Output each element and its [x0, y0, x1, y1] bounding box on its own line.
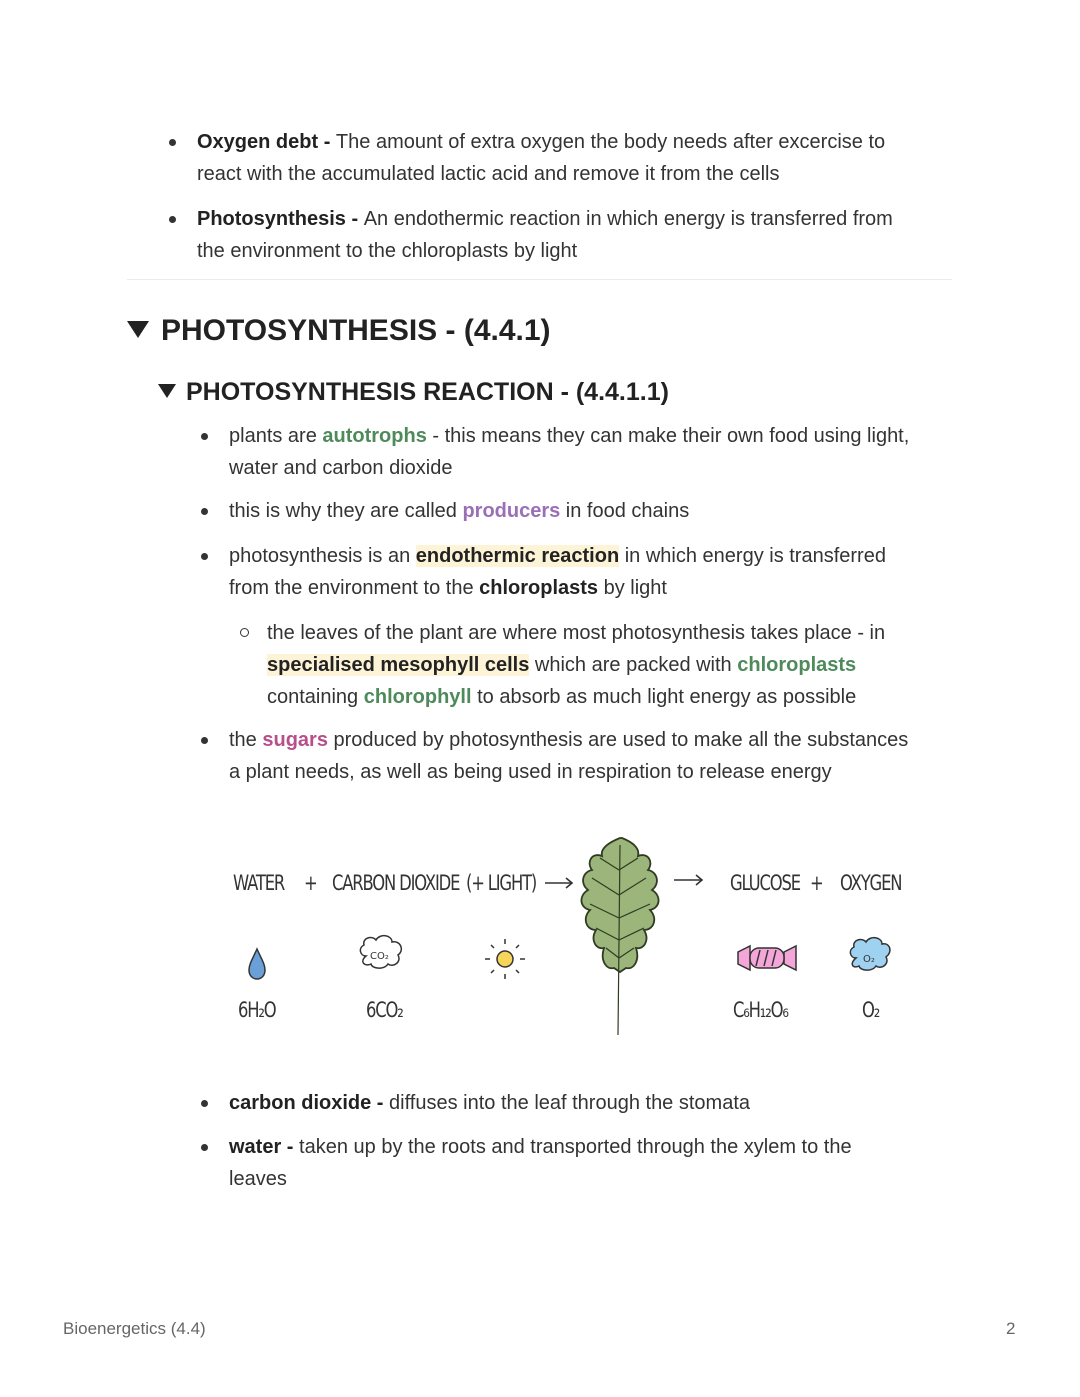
page-number: 2	[1006, 1319, 1016, 1338]
list-item: the sugars produced by photosynthesis are used to make all the substances a plant needs, as well as being used in respiration to release energy	[229, 724, 908, 788]
sub-list-item: the leaves of the plant are where most photosynthesis takes place - in specialised mesophyll cells which are packed with chloroplasts containing chlorophyll to absorb as much light energy as possible	[267, 617, 885, 713]
definition-separator: -	[318, 131, 336, 153]
arrow-right-icon	[674, 875, 702, 885]
definition-text: The amount of extra oxygen the body needs after excercise to	[335, 131, 886, 153]
co2-cloud-label: CO₂	[370, 951, 389, 962]
label-carbon-dioxide: CARBON DIOXIDE	[332, 871, 460, 895]
definition-text: react with the accumulated lactic acid and remove it from the cells	[197, 163, 780, 185]
keyword-endothermic: endothermic reaction	[415, 545, 620, 567]
o2-cloud-icon	[850, 938, 890, 970]
keyword-chloroplasts: chloroplasts	[479, 577, 599, 599]
list-item: photosynthesis is an endothermic reaction in which energy is transferred from the environment to the chloroplasts by light	[229, 540, 886, 604]
definition-text: the environment to the chloroplasts by light	[197, 240, 578, 262]
water-drop-icon	[249, 949, 265, 979]
list-item: this is why they are called producers in food chains	[229, 495, 689, 527]
plus-sign: +	[810, 871, 823, 895]
definition-separator: -	[345, 208, 364, 230]
subsection-title: PHOTOSYNTHESIS REACTION - (4.4.1.1)	[186, 378, 669, 406]
leaf-icon	[581, 838, 658, 1035]
definition-term: Oxygen debt	[197, 131, 319, 153]
o2-cloud-label: O₂	[863, 954, 875, 965]
label-light: (+ LIGHT)	[466, 871, 537, 895]
definition-term: Photosynthesis	[197, 208, 346, 230]
bullet-dot	[201, 1144, 208, 1151]
formula-oxygen: O₂	[862, 998, 880, 1022]
keyword-chlorophyll: chlorophyll	[363, 686, 472, 708]
label-glucose: GLUCOSE	[730, 871, 800, 895]
keyword-mesophyll: specialised mesophyll cells	[267, 654, 530, 676]
term-carbon-dioxide: carbon dioxide	[229, 1092, 372, 1114]
list-item: plants are autotrophs - this means they can make their own food using light, water and carbon dioxide	[229, 420, 909, 484]
arrow-right-icon	[545, 878, 572, 888]
formula-water: 6H₂O	[238, 998, 276, 1022]
footer-document-title: Bioenergetics (4.4)	[63, 1319, 206, 1338]
co2-cloud-icon	[360, 936, 401, 968]
plus-sign: +	[304, 871, 317, 895]
definition-text: An endothermic reaction in which energy is transferred from	[363, 208, 893, 230]
candy-icon	[738, 946, 796, 970]
section-title: PHOTOSYNTHESIS - (4.4.1)	[161, 314, 551, 347]
keyword-chloroplasts-green: chloroplasts	[737, 654, 857, 676]
formula-co2: 6CO₂	[366, 998, 403, 1022]
formula-glucose: C₆H₁₂O₆	[733, 998, 788, 1022]
keyword-sugars: sugars	[262, 729, 328, 751]
list-item: water - taken up by the roots and transported through the xylem to the leaves	[229, 1131, 852, 1195]
keyword-autotrophs: autotrophs	[322, 425, 427, 447]
label-water: WATER	[233, 871, 285, 895]
term-water: water	[229, 1136, 282, 1158]
list-item: carbon dioxide - diffuses into the leaf through the stomata	[229, 1087, 750, 1119]
sun-icon	[485, 939, 525, 979]
bullet-dot	[201, 1100, 208, 1107]
keyword-producers: producers	[462, 500, 561, 522]
label-oxygen: OXYGEN	[840, 871, 902, 895]
